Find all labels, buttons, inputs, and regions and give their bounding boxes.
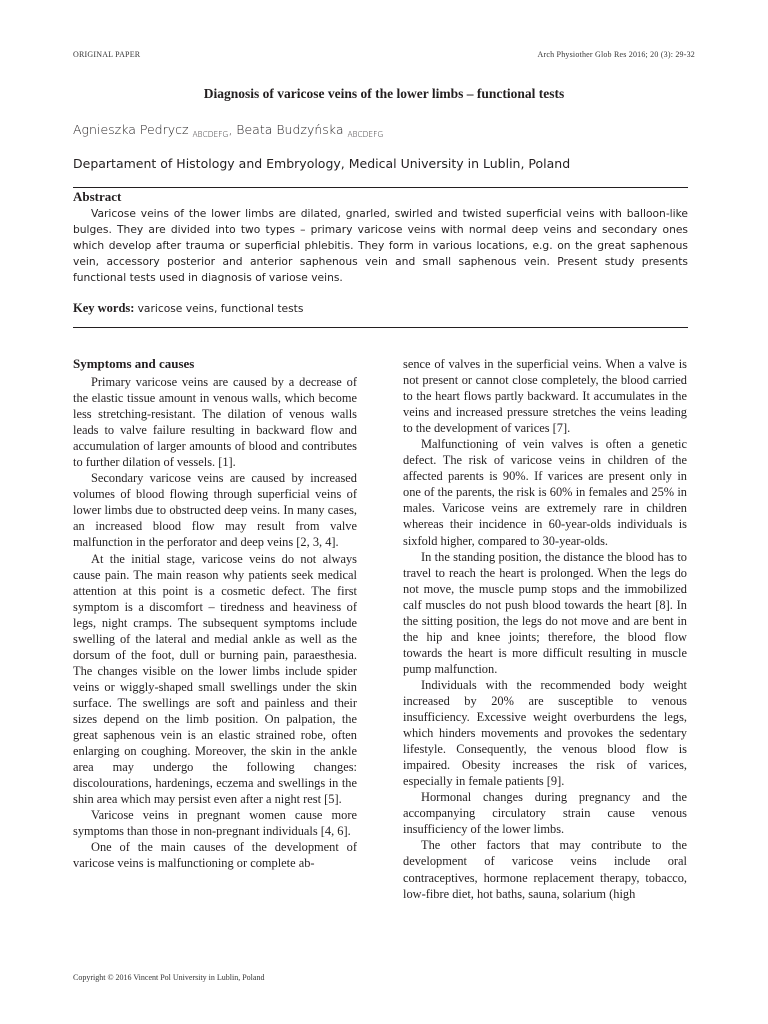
abstract-bottom-rule — [73, 327, 688, 328]
copyright-footer: Copyright © 2016 Vincent Pol University in Lublin, Poland — [73, 973, 265, 982]
paragraph: Hormonal changes during pregnancy and the accompanying circulatory strain cause venous insufficiency of the lower limbs. — [403, 790, 687, 837]
author-name: Agnieszka Pedrycz — [73, 122, 189, 137]
affiliation: Departament of Histology and Embryology, Medical University in Lublin, Poland — [73, 156, 571, 171]
abstract-top-rule — [73, 187, 688, 188]
author-separator: , — [228, 122, 237, 137]
paragraph: Secondary varicose veins are caused by increased volumes of blood flowing through superficial veins of lower limbs due to obstructed deep veins. In many cases, an increased blood flow may result from valve malfunction in the perforator and deep veins [2, 3, 4]. — [73, 471, 357, 550]
paragraph: Malfunctioning of vein valves is often a genetic defect. The risk of varicose veins in children of the affected parents is 90%. If varices are present only in one of the parents, the risk is 60% in females and 25% in males. Varicose veins are extremely rare in children whereas their incidence in 60-year-olds individuals is sixfold higher, compared to 30-year-olds. — [403, 437, 687, 548]
author-name: Beata Budzyńska — [236, 122, 344, 137]
paragraph: The other factors that may contribute to the development of varicose veins include oral contraceptives, hormone replacement therapy, tobacco, low-fibre diet, hot baths, sauna, solarium (high — [403, 838, 687, 901]
paragraph-continuation: sence of valves in the superficial veins. When a valve is not present or cannot close completely, the blood carried to the heart flows partly backward. It accumulates in the veins and increased pressure stretches the veins leading to the development of varices [7]. — [403, 357, 687, 436]
body-column-right — [403, 356, 687, 902]
running-header-left: ORIGINAL PAPER — [73, 50, 141, 59]
keywords-value: varicose veins, functional tests — [137, 302, 304, 315]
body-column-left — [73, 356, 357, 871]
running-header-citation: Arch Physiother Glob Res 2016; 20 (3): 29-32 — [537, 50, 695, 59]
section-heading: Symptoms and causes — [73, 356, 195, 371]
paragraph: Varicose veins in pregnant women cause more symptoms than those in non-pregnant individuals [4, 6]. — [73, 808, 357, 839]
paragraph: Primary varicose veins are caused by a decrease of the elastic tissue amount in venous walls, which become less stretching-resistant. The dilation of venous walls leads to valve failure resulting in backward flow and accumulation of larger amounts of blood and contributes to further dilation of vessels. [1]. — [73, 375, 357, 470]
paragraph: At the initial stage, varicose veins do not always cause pain. The main reason why patients seek medical attention at this point is a cosmetic defect. The first symptom is a discomfort – tiredness and heaviness of legs, night cramps. The subsequent symptoms include swelling of the lateral and medial ankle as well as the dorsum of the foot, dull or burning pain, paraesthesia. The changes visible on the lower limbs include spider veins or wiggly-shaped small swellings under the skin surface. The swellings are soft and painless and their sizes depend on the limb position. On palpation, the great saphenous vein is an elastic strained robe, often enlarging on coughing. Moreover, the skin in the ankle area may undergo the following changes: discolourations, hardenings, eczema and swellings in the shin area which may persist even after a night rest [5]. — [73, 551, 357, 807]
paragraph: In the standing position, the distance the blood has to travel to reach the heart is prolonged. When the legs do not move, the muscle pump stops and the immobilized calf muscles do not push blood towards the heart [8]. In the sitting position, the legs do not move and are bent in the hip and knee joints; therefore, the blood flow towards the heart is more difficult resulting in muscle pump malfunction. — [403, 549, 687, 676]
keywords — [73, 301, 303, 316]
paragraph: One of the main causes of the development of varicose veins is malfunctioning or complete ab- — [73, 840, 357, 871]
author-line — [73, 122, 383, 139]
keywords-label: Key words: — [73, 301, 135, 315]
article-title: Diagnosis of varicose veins of the lower limbs – functional tests — [203, 86, 565, 101]
abstract-heading: Abstract — [73, 189, 122, 204]
abstract-text: Varicose veins of the lower limbs are dilated, gnarled, swirled and twisted superficial veins with balloon-like bulges. They are divided into two types – primary varicose veins with normal deep veins and secondary ones which develop after trauma or superficial phlebitis. They form in various locations, e.g. on the great saphenous vein, accessory posterior and anterior saphenous vein and small saphenous vein. Present study presents functional tests used in diagnosis of variose veins. — [73, 207, 688, 284]
author-contribution: ABCDEFG — [192, 130, 229, 139]
paragraph: Individuals with the recommended body weight increased by 20% are susceptible to venous insufficiency. Excessive weight overburdens the legs, which hinders movements and provokes the sedentary lifestyle. Consequently, the venous blood flow is impaired. Obesity increases the risk of varices, especially in female patients [9]. — [403, 677, 687, 789]
author-contribution: ABCDEFG — [347, 130, 384, 139]
